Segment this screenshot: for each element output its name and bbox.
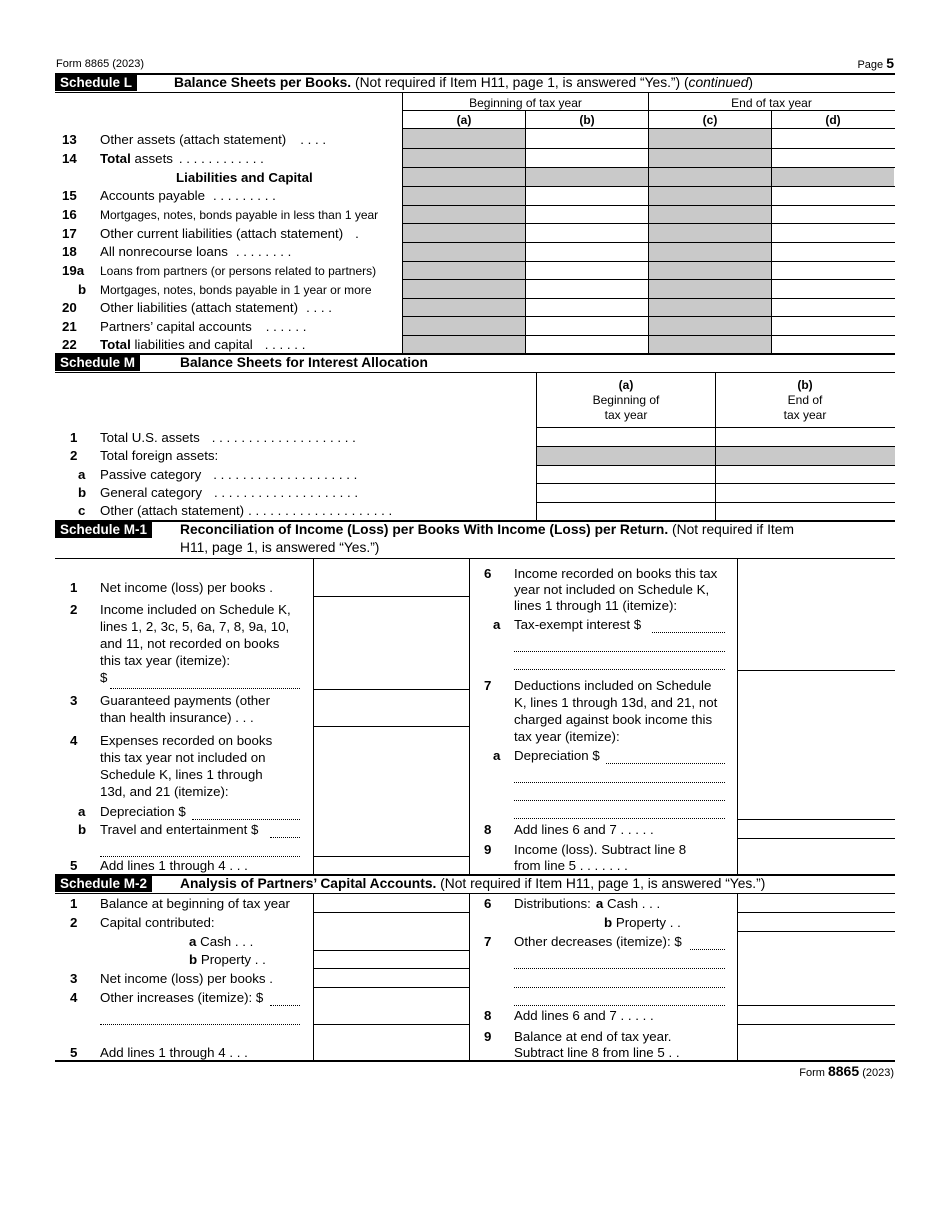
- m2-line-7-field-3[interactable]: [514, 987, 725, 988]
- m1-line-4-num: 4: [70, 733, 78, 748]
- m1-line-7a-field[interactable]: [606, 763, 725, 764]
- m1-line-5-num: 5: [70, 858, 78, 873]
- m2-line-4-field-2[interactable]: [100, 1024, 300, 1025]
- m1-line-8-label: Add lines 6 and 7 . . . . .: [514, 822, 654, 837]
- m-line-2c-num: c: [78, 503, 86, 518]
- m1-line-1-num: 1: [70, 580, 78, 595]
- m1-line-4b-field[interactable]: [270, 837, 300, 838]
- m1-line-2-dollar: $: [100, 670, 108, 685]
- m1-line-6-num: 6: [484, 566, 492, 581]
- line-20-label: Other liabilities (attach statement) . . . .: [100, 300, 332, 315]
- m1-line-7a-label: Depreciation $: [514, 748, 600, 763]
- line-17-label: Other current liabilities (attach statement) .: [100, 226, 359, 241]
- m1-line-1-label: Net income (loss) per books .: [100, 580, 273, 595]
- m2-line-7-field-4[interactable]: [514, 1005, 725, 1006]
- m1-line-4-text-4: 13d, and 21 (itemize):: [100, 784, 229, 799]
- line-20-num: 20: [62, 300, 77, 315]
- m2-line-2b-label: b Property . .: [189, 952, 266, 967]
- m1-line-7-text-1: Deductions included on Schedule: [514, 678, 712, 693]
- m1-line-5-label: Add lines 1 through 4 . . .: [100, 858, 248, 873]
- schedule-m-col-b-line2: tax year: [783, 408, 827, 422]
- col-end-tax-year: End of tax year: [731, 96, 812, 110]
- m2-line-6b-amount[interactable]: [738, 913, 895, 931]
- m1-line-6a-label: Tax-exempt interest $: [514, 617, 642, 632]
- m2-line-8-num: 8: [484, 1008, 492, 1023]
- m2-line-6-label: Distributions: a Cash . . .: [514, 896, 661, 911]
- m-line-2b-num: b: [78, 485, 87, 500]
- m2-line-2a-amount[interactable]: [314, 931, 469, 950]
- m1-line-8-num: 8: [484, 822, 492, 837]
- col-beginning-tax-year: Beginning of tax year: [469, 96, 582, 110]
- m-line-2a-label: Passive category . . . . . . . . . . . . . . . . . . . .: [100, 467, 358, 482]
- schedule-m-col-a-line2: tax year: [604, 408, 648, 422]
- m2-line-9-text-1: Balance at end of tax year.: [514, 1029, 672, 1044]
- line-15-num: 15: [62, 188, 77, 203]
- m1-line-6a-field-3[interactable]: [514, 669, 725, 670]
- m1-line-6-text-2: year not included on Schedule K,: [514, 582, 710, 597]
- m1-line-9-amount[interactable]: [738, 839, 895, 874]
- line-14-num: 14: [62, 151, 77, 166]
- m2-line-3-num: 3: [70, 971, 78, 986]
- line-22-label: Total liabilities and capital . . . . . .: [100, 337, 306, 352]
- schedule-m-col-a-line1: Beginning of: [592, 393, 660, 407]
- m1-line-7-text-3: charged against book income this: [514, 712, 713, 727]
- m1-line-6a-num: a: [493, 617, 501, 632]
- m-line-2-num: 2: [70, 448, 78, 463]
- page-number: Page 5: [857, 55, 894, 71]
- m1-line-7-amount[interactable]: [738, 671, 895, 819]
- m2-line-2a-label: a Cash . . .: [189, 934, 254, 949]
- m2-line-3-label: Net income (loss) per books .: [100, 971, 273, 986]
- schedule-m1-tag: Schedule M-1: [55, 521, 152, 538]
- schedule-m-title: Balance Sheets for Interest Allocation: [180, 355, 428, 370]
- m2-line-6b-label: b Property . .: [604, 915, 681, 930]
- line-21-num: 21: [62, 319, 77, 334]
- line-16-label: Mortgages, notes, bonds payable in less than 1 year: [100, 208, 379, 222]
- form-header-left: Form 8865 (2023): [56, 58, 145, 70]
- line-13-num: 13: [62, 132, 77, 147]
- m1-line-6-amount[interactable]: [738, 559, 895, 670]
- line-19a-num: 19a: [62, 263, 85, 278]
- m1-line-2-amount[interactable]: [314, 597, 469, 689]
- m2-line-8-label: Add lines 6 and 7 . . . . .: [514, 1008, 654, 1023]
- schedule-m2-title: Analysis of Partners’ Capital Accounts. (Not required if Item H11, page 1, is answered “Yes.”): [180, 876, 766, 891]
- m2-line-5-amount[interactable]: [314, 1025, 469, 1060]
- m1-line-2-itemize-field[interactable]: [110, 688, 300, 689]
- m1-line-2-text-4: this tax year (itemize):: [100, 653, 231, 668]
- line-15-label: Accounts payable . . . . . . . . .: [100, 188, 276, 203]
- m1-line-7-text-2: K, lines 1 through 13d, and 21, not: [514, 695, 718, 710]
- m1-line-3-num: 3: [70, 693, 78, 708]
- m1-line-4-text-3: Schedule K, lines 1 through: [100, 767, 263, 782]
- m2-line-1-num: 1: [70, 896, 78, 911]
- schedule-m-col-a-letter: (a): [618, 378, 634, 392]
- m1-line-7-text-4: tax year (itemize):: [514, 729, 620, 744]
- m1-line-4a-label: Depreciation $: [100, 804, 186, 819]
- m1-line-3-text-2: than health insurance) . . .: [100, 710, 254, 725]
- m2-line-3-amount[interactable]: [314, 969, 469, 987]
- m1-line-5-amount[interactable]: [314, 857, 469, 874]
- m-line-2-label: Total foreign assets:: [100, 448, 219, 463]
- m2-line-1-label: Balance at beginning of tax year: [100, 896, 290, 911]
- m1-line-7a-field-3[interactable]: [514, 800, 725, 801]
- line-14-label: Total assets . . . . . . . . . . . .: [100, 151, 264, 166]
- line-19a-label: Loans from partners (or persons related to partners): [100, 264, 377, 278]
- m2-line-7-amount[interactable]: [738, 932, 895, 1005]
- m-line-2c-label: Other (attach statement) . . . . . . . . . . . . . . . . . . . .: [100, 503, 393, 518]
- m1-line-2-text-2: lines 1, 2, 3c, 5, 6a, 7, 8, 9a, 10,: [100, 619, 290, 634]
- col-a-header: (a): [456, 113, 472, 127]
- m1-line-6a-field[interactable]: [652, 632, 725, 633]
- m1-line-9-text-1: Income (loss). Subtract line 8: [514, 842, 687, 857]
- m2-line-4-amount[interactable]: [314, 988, 469, 1024]
- m1-line-4-amount[interactable]: [314, 727, 469, 856]
- m2-line-5-label: Add lines 1 through 4 . . .: [100, 1045, 248, 1060]
- col-c-header: (c): [702, 113, 718, 127]
- m1-line-7a-num: a: [493, 748, 501, 763]
- schedule-m1-title-line2: H11, page 1, is answered “Yes.”): [180, 540, 380, 555]
- line-18-num: 18: [62, 244, 77, 259]
- m2-line-4-label: Other increases (itemize): $: [100, 990, 264, 1005]
- col-b-header: (b): [579, 113, 595, 127]
- m2-line-2-label: Capital contributed:: [100, 915, 215, 930]
- line-13-b-input[interactable]: [526, 129, 648, 148]
- m2-line-9-num: 9: [484, 1029, 492, 1044]
- m1-line-4b-field-2[interactable]: [100, 856, 300, 857]
- m1-line-1-amount[interactable]: [314, 559, 469, 596]
- m1-line-3-amount[interactable]: [314, 690, 469, 726]
- m-line-1-label: Total U.S. assets . . . . . . . . . . . . . . . . . . . .: [100, 430, 356, 445]
- line-19b-num: b: [78, 282, 87, 297]
- m-line-2a-num: a: [78, 467, 86, 482]
- m1-line-4a-num: a: [78, 804, 86, 819]
- m1-line-7a-field-2[interactable]: [514, 782, 725, 783]
- m2-line-8-amount[interactable]: [738, 1006, 895, 1024]
- line-18-label: All nonrecourse loans . . . . . . . .: [100, 244, 292, 259]
- m2-line-4-field[interactable]: [270, 1005, 300, 1006]
- m1-line-3-text-1: Guaranteed payments (other: [100, 693, 271, 708]
- schedule-m1-title: Reconciliation of Income (Loss) per Books With Income (Loss) per Return. (Not required if Item: [180, 522, 794, 537]
- m1-line-7a-field-4[interactable]: [514, 818, 725, 819]
- liabilities-capital-heading: Liabilities and Capital: [176, 170, 313, 185]
- schedule-m-tag: Schedule M: [55, 354, 140, 371]
- m2-line-4-num: 4: [70, 990, 78, 1005]
- m1-line-6a-field-2[interactable]: [514, 651, 725, 652]
- m2-line-7-label: Other decreases (itemize): $: [514, 934, 682, 949]
- m2-line-2b-amount[interactable]: [314, 951, 469, 968]
- m1-line-2-text-3: and 11, not recorded on books: [100, 636, 280, 651]
- m1-line-2-text-1: Income included on Schedule K,: [100, 602, 291, 617]
- m1-line-4b-num: b: [78, 822, 87, 837]
- line-16-num: 16: [62, 207, 77, 222]
- form-footer: Form 8865 (2023): [799, 1063, 894, 1079]
- m1-line-7-num: 7: [484, 678, 492, 693]
- m1-line-2-num: 2: [70, 602, 78, 617]
- line-19b-label: Mortgages, notes, bonds payable in 1 year or more: [100, 283, 372, 297]
- m1-line-4-text-1: Expenses recorded on books: [100, 733, 273, 748]
- m1-line-4-text-2: this tax year not included on: [100, 750, 266, 765]
- col-d-header: (d): [825, 113, 841, 127]
- m2-line-7-num: 7: [484, 934, 492, 949]
- m2-line-5-num: 5: [70, 1045, 78, 1060]
- m-line-2b-label: General category . . . . . . . . . . . . . . . . . . . .: [100, 485, 359, 500]
- m1-line-4a-field[interactable]: [192, 819, 300, 820]
- m1-line-6-text-1: Income recorded on books this tax: [514, 566, 718, 581]
- schedule-l-title: Balance Sheets per Books. (Not required if Item H11, page 1, is answered “Yes.”) (continued): [174, 75, 753, 90]
- m2-line-9-amount[interactable]: [738, 1025, 895, 1060]
- m2-line-6a-amount[interactable]: [738, 894, 895, 912]
- line-13-d-input[interactable]: [772, 129, 894, 148]
- m1-line-4b-label: Travel and entertainment $: [100, 822, 259, 837]
- schedule-m-col-b-letter: (b): [797, 378, 813, 392]
- m1-line-9-num: 9: [484, 842, 492, 857]
- schedule-m2-tag: Schedule M-2: [55, 875, 152, 892]
- m2-line-7-field-2[interactable]: [514, 968, 725, 969]
- line-17-num: 17: [62, 226, 77, 241]
- m2-line-9-text-2: Subtract line 8 from line 5 . .: [514, 1045, 680, 1060]
- m2-line-6-num: 6: [484, 896, 492, 911]
- m2-line-1-amount[interactable]: [314, 894, 469, 912]
- m2-line-7-field[interactable]: [690, 949, 725, 950]
- m2-line-2-num: 2: [70, 915, 78, 930]
- m1-line-6-text-3: lines 1 through 11 (itemize):: [514, 598, 678, 613]
- schedule-l-tag: Schedule L: [55, 74, 137, 91]
- line-13-label: Other assets (attach statement) . . . .: [100, 132, 327, 147]
- line-21-label: Partners’ capital accounts . . . . . .: [100, 319, 307, 334]
- m1-line-9-text-2: from line 5 . . . . . . .: [514, 858, 628, 873]
- m1-line-8-amount[interactable]: [738, 820, 895, 838]
- schedule-m-col-b-line1: End of: [787, 393, 823, 407]
- line-22-num: 22: [62, 337, 77, 352]
- m-line-1-num: 1: [70, 430, 78, 445]
